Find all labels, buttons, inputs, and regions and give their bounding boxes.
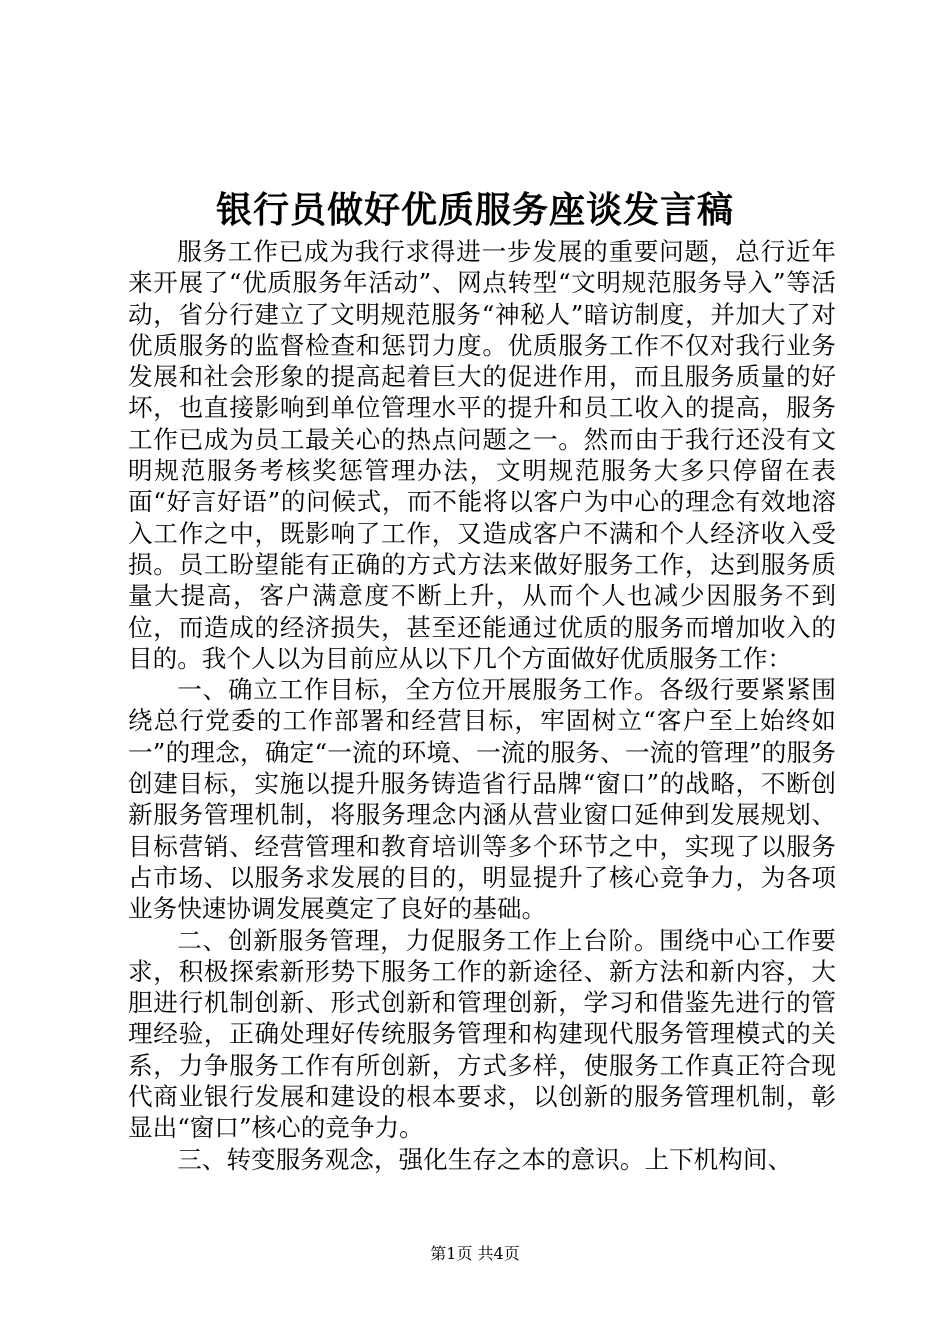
page-number-footer: 第1页 共4页 (430, 1244, 520, 1263)
paragraph-point-3: 三、转变服务观念，强化生存之本的意识。上下机构间、 (177, 1144, 793, 1174)
document-title: 银行员做好优质服务座谈发言稿 (215, 189, 734, 231)
document-body (128, 236, 836, 1175)
paragraph-point-1: 一、确立工作目标，全方位开展服务工作。各级行要紧紧围绕总行党委的工作部署和经营目标，牢固树立“客户至上始终如一”的理念，确定“一流的环境、一流的服务、一流的管理”的服务创建目标，实施以提升服务铸造省行品牌“窗口”的战略，不断创新服务管理机制，将服务理念内涵从营业窗口延伸到发展规划、目标营销、经营管理和教育培训等多个环节之中，实现了以服务占市场、以服务求发展的目的，明显提升了核心竞争力，为各项业务快速协调发展奠定了良好的基础。 (128, 675, 836, 924)
paragraph-intro: 服务工作已成为我行求得进一步发展的重要问题，总行近年来开展了“优质服务年活动”、网点转型“文明规范服务导入”等活动，省分行建立了文明规范服务“神秘人”暗访制度，并加大了对优质服务的监督检查和惩罚力度。优质服务工作不仅对我行业务发展和社会形象的提高起着巨大的促进作用，而且服务质量的好坏，也直接影响到单位管理水平的提升和员工收入的提高，服务工作已成为员工最关心的热点问题之一。然而由于我行还没有文明规范服务考核奖惩管理办法，文明规范服务大多只停留在表面“好言好语”的问候式，而不能将以客户为中心的理念有效地溶入工作之中，既影响了工作，又造成客户不满和个人经济收入受损。员工盼望能有正确的方式方法来做好服务工作，达到服务质量大提高，客户满意度不断上升，从而个人也减少因服务不到位，而造成的经济损失，甚至还能通过优质的服务而增加收入的目的。我个人以为目前应从以下几个方面做好优质服务工作： (128, 237, 836, 673)
paragraph-point-2: 二、创新服务管理，力促服务工作上台阶。围绕中心工作要求，积极探索新形势下服务工作的新途径、新方法和新内容，大胆进行机制创新、形式创新和管理创新，学习和借鉴先进行的管理经验，正确处理好传统服务管理和构建现代服务管理模式的关系，力争服务工作有所创新，方式多样，使服务工作真正符合现代商业银行发展和建设的根本要求，以创新的服务管理机制，彰显出“窗口”核心的竞争力。 (128, 925, 836, 1143)
